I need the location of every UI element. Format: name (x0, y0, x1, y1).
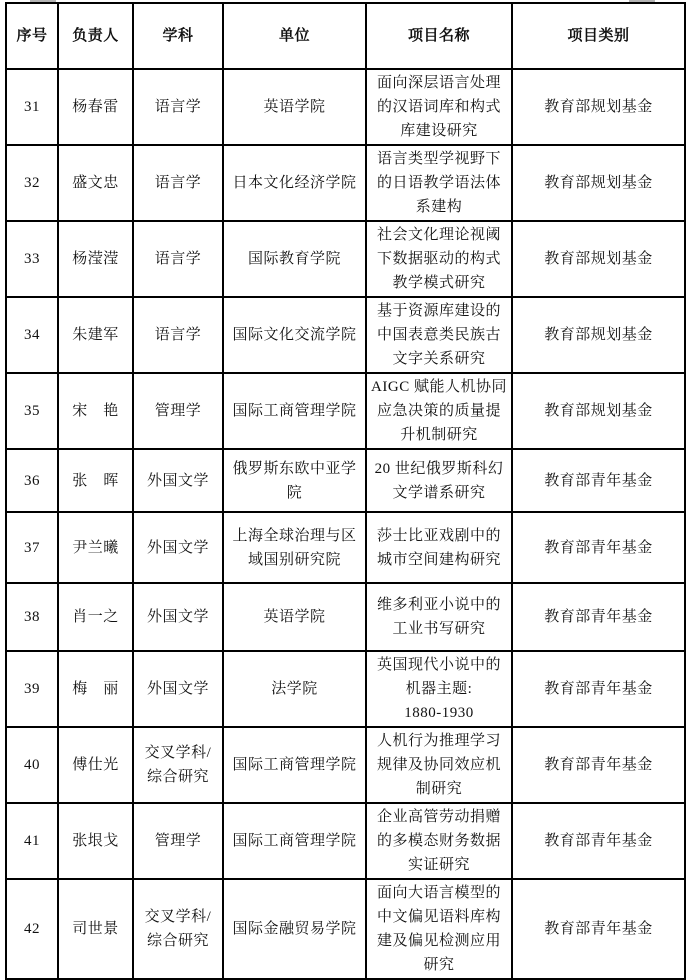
cell-project-category: 教育部规划基金 (512, 69, 685, 145)
cell-discipline: 语言学 (133, 297, 223, 373)
cell-project-name: 面向大语言模型的 中文偏见语料库构 建及偏见检测应用 研究 (366, 879, 512, 979)
cell-leader: 尹兰曦 (58, 512, 133, 583)
cell-project-name: 20 世纪俄罗斯科幻 文学谱系研究 (366, 449, 512, 512)
cell-project-name: 企业高管劳动捐赠 的多模态财务数据 实证研究 (366, 803, 512, 879)
header-project-name: 项目名称 (366, 3, 512, 69)
cell-unit: 国际文化交流学院 (223, 297, 366, 373)
table-row (6, 69, 685, 145)
cell-project-category: 教育部青年基金 (512, 512, 685, 583)
cell-project-category: 教育部规划基金 (512, 373, 685, 449)
table-row (6, 803, 685, 879)
cell-project-category: 教育部青年基金 (512, 583, 685, 651)
cell-unit: 日本文化经济学院 (223, 145, 366, 221)
cell-project-category: 教育部青年基金 (512, 803, 685, 879)
cell-seq: 40 (6, 727, 58, 803)
cell-leader: 张 晖 (58, 449, 133, 512)
cell-seq: 41 (6, 803, 58, 879)
table-row (6, 512, 685, 583)
cell-unit: 国际工商管理学院 (223, 373, 366, 449)
table-row (6, 583, 685, 651)
cell-project-category: 教育部青年基金 (512, 727, 685, 803)
cell-seq: 39 (6, 651, 58, 727)
cell-seq: 35 (6, 373, 58, 449)
cell-leader: 盛文忠 (58, 145, 133, 221)
cell-discipline: 交叉学科/ 综合研究 (133, 727, 223, 803)
header-seq: 序号 (6, 3, 58, 69)
table-row (6, 373, 685, 449)
cell-discipline: 语言学 (133, 69, 223, 145)
cell-unit: 国际金融贸易学院 (223, 879, 366, 979)
cell-unit: 俄罗斯东欧中亚学 院 (223, 449, 366, 512)
cell-unit: 国际工商管理学院 (223, 727, 366, 803)
header-discipline: 学科 (133, 3, 223, 69)
cell-leader: 朱建军 (58, 297, 133, 373)
header-row (6, 3, 685, 69)
cell-project-category: 教育部青年基金 (512, 651, 685, 727)
cell-leader: 杨春雷 (58, 69, 133, 145)
cell-leader: 梅 丽 (58, 651, 133, 727)
header-unit: 单位 (223, 3, 366, 69)
cell-unit: 英语学院 (223, 583, 366, 651)
header-leader: 负责人 (58, 3, 133, 69)
cell-project-name: 维多利亚小说中的 工业书写研究 (366, 583, 512, 651)
cell-seq: 42 (6, 879, 58, 979)
cell-seq: 36 (6, 449, 58, 512)
cell-discipline: 管理学 (133, 373, 223, 449)
cell-project-name: 面向深层语言处理 的汉语词库和构式 库建设研究 (366, 69, 512, 145)
cell-unit: 英语学院 (223, 69, 366, 145)
table-body (6, 69, 685, 979)
cell-discipline: 语言学 (133, 145, 223, 221)
table-header (6, 3, 685, 69)
cell-seq: 31 (6, 69, 58, 145)
cell-unit: 国际教育学院 (223, 221, 366, 297)
table-row (6, 221, 685, 297)
table-row (6, 297, 685, 373)
cell-seq: 33 (6, 221, 58, 297)
cell-leader: 宋 艳 (58, 373, 133, 449)
cell-discipline: 外国文学 (133, 651, 223, 727)
cell-seq: 34 (6, 297, 58, 373)
cell-leader: 肖一之 (58, 583, 133, 651)
header-project-category: 项目类别 (512, 3, 685, 69)
table-row (6, 727, 685, 803)
cell-project-name: 语言类型学视野下 的日语教学语法体 系建构 (366, 145, 512, 221)
project-funding-table (5, 2, 686, 980)
table-row (6, 879, 685, 979)
cell-project-category: 教育部规划基金 (512, 221, 685, 297)
cell-unit: 上海全球治理与区 域国别研究院 (223, 512, 366, 583)
table-row (6, 145, 685, 221)
cell-project-category: 教育部青年基金 (512, 879, 685, 979)
cell-project-name: 英国现代小说中的 机器主题: 1880-1930 (366, 651, 512, 727)
cell-leader: 司世景 (58, 879, 133, 979)
cell-project-name: 基于资源库建设的 中国表意类民族古 文字关系研究 (366, 297, 512, 373)
cell-unit: 国际工商管理学院 (223, 803, 366, 879)
cell-discipline: 管理学 (133, 803, 223, 879)
cell-seq: 32 (6, 145, 58, 221)
cell-discipline: 语言学 (133, 221, 223, 297)
cell-seq: 37 (6, 512, 58, 583)
cell-project-category: 教育部规划基金 (512, 145, 685, 221)
cell-project-name: 人机行为推理学习 规律及协同效应机 制研究 (366, 727, 512, 803)
cell-project-name: 社会文化理论视阈 下数据驱动的构式 教学模式研究 (366, 221, 512, 297)
cell-discipline: 外国文学 (133, 449, 223, 512)
cell-project-name: AIGC 赋能人机协同 应急决策的质量提 升机制研究 (366, 373, 512, 449)
cell-discipline: 外国文学 (133, 583, 223, 651)
cell-project-category: 教育部青年基金 (512, 449, 685, 512)
table-row (6, 651, 685, 727)
cell-leader: 杨滢滢 (58, 221, 133, 297)
cell-discipline: 交叉学科/ 综合研究 (133, 879, 223, 979)
cell-leader: 张垠戈 (58, 803, 133, 879)
cell-leader: 傅仕光 (58, 727, 133, 803)
cell-discipline: 外国文学 (133, 512, 223, 583)
cell-seq: 38 (6, 583, 58, 651)
table-row (6, 449, 685, 512)
cell-project-name: 莎士比亚戏剧中的 城市空间建构研究 (366, 512, 512, 583)
cell-unit: 法学院 (223, 651, 366, 727)
cell-project-category: 教育部规划基金 (512, 297, 685, 373)
